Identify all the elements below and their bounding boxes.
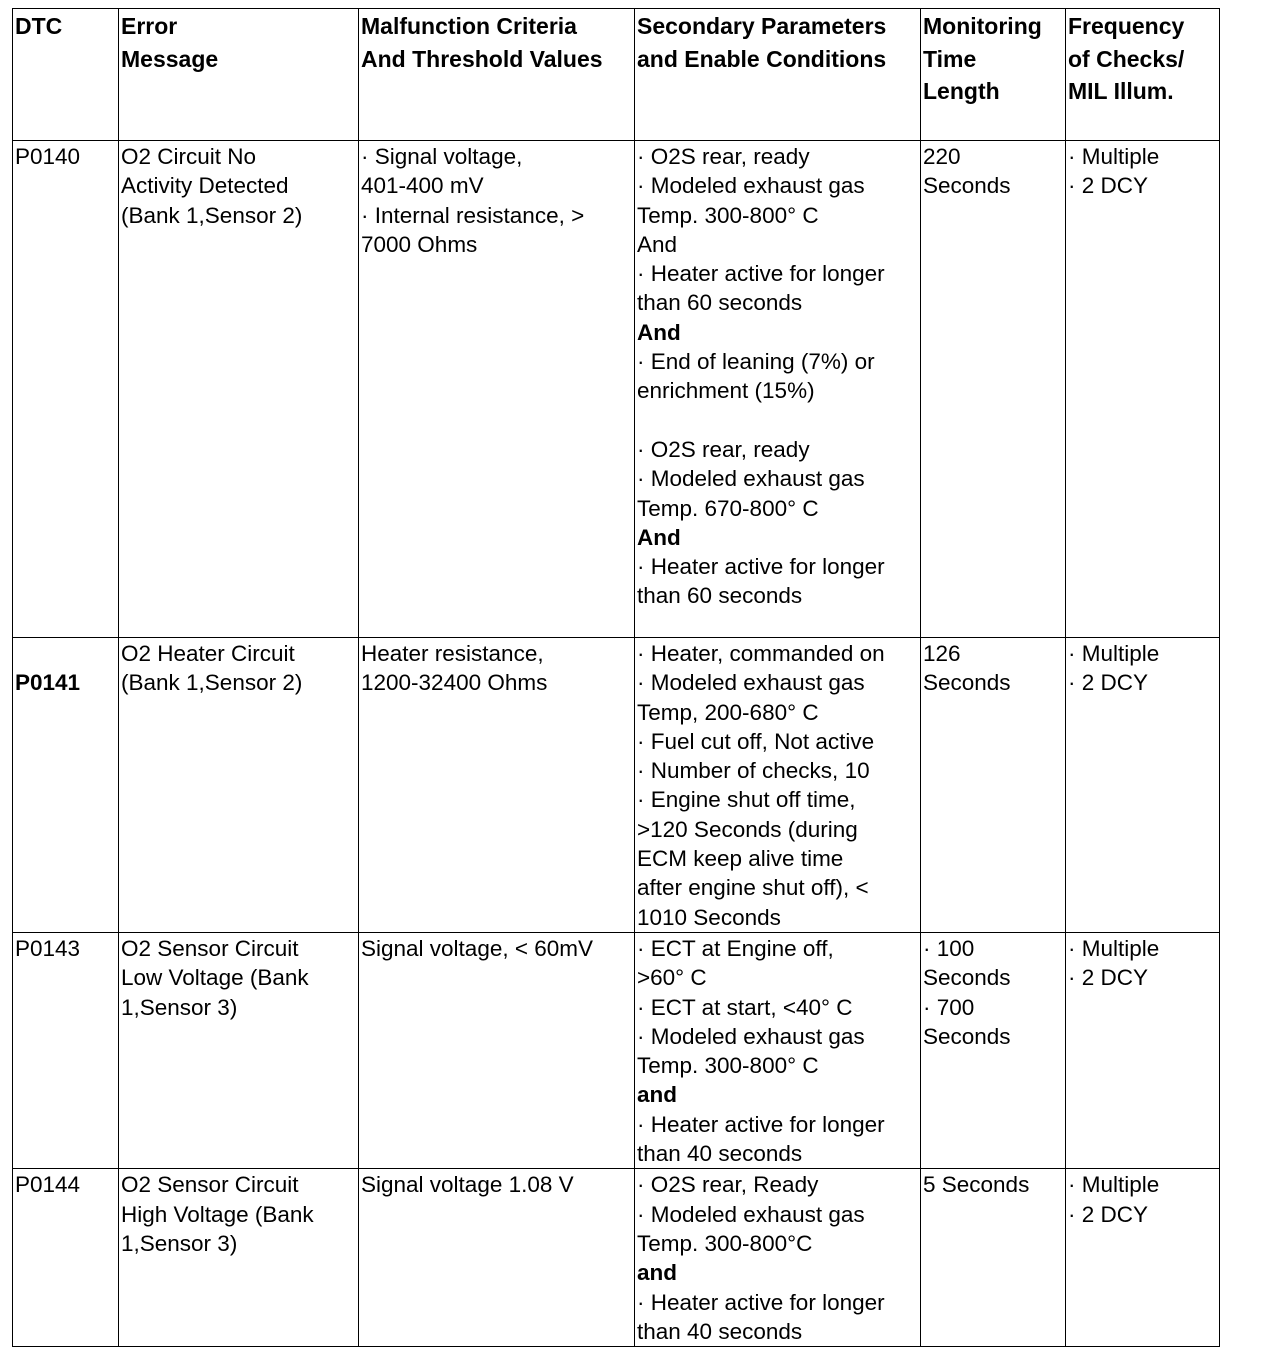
error-message-cell: [119, 1169, 359, 1347]
cell-line: Error: [121, 13, 178, 39]
cell-line: Length: [923, 78, 1000, 104]
table-row: [13, 932, 1220, 1168]
cell-line: · Modeled exhaust gas: [637, 466, 865, 492]
cell-line: · 2 DCY: [1068, 1201, 1149, 1227]
cell-line: Signal voltage, < 60mV: [361, 935, 594, 961]
cell-line: · O2S rear, ready: [637, 436, 810, 462]
cell-line: · 100: [923, 935, 975, 961]
error-message-cell: [119, 638, 359, 933]
monitoring-time-cell: [921, 932, 1066, 1168]
criteria-cell: [359, 141, 635, 638]
cell-line: enrichment (15%): [637, 378, 815, 404]
secondary-parameters-cell: [635, 638, 921, 933]
cell-line: Temp. 300-800°C: [637, 1230, 813, 1256]
cell-line: 1,Sensor 3): [121, 1230, 238, 1256]
cell-line: Temp. 670-800° C: [637, 495, 819, 521]
cell-line: Secondary Parameters: [637, 13, 887, 39]
dtc-cell: [13, 932, 119, 1168]
cell-line: And: [637, 524, 681, 550]
cell-line: than 60 seconds: [637, 583, 803, 609]
header-monitoring-time: [921, 9, 1066, 141]
frequency-cell: [1066, 638, 1220, 933]
cell-line: · Heater active for longer: [637, 261, 885, 287]
cell-line: · Modeled exhaust gas: [637, 1023, 865, 1049]
cell-line: Activity Detected: [121, 173, 289, 199]
cell-line: Time: [923, 45, 977, 72]
dtc-table: [12, 8, 1220, 1347]
cell-line: than 60 seconds: [637, 290, 803, 316]
cell-line: O2 Sensor Circuit: [121, 935, 299, 961]
cell-line: · Fuel cut off, Not active: [637, 728, 875, 754]
header-error-message: [119, 9, 359, 141]
cell-line: Monitoring: [923, 13, 1042, 39]
cell-line: Heater resistance,: [361, 641, 544, 666]
cell-line: after engine shut off), <: [637, 875, 869, 901]
cell-line: · O2S rear, ready: [637, 144, 810, 169]
cell-line: (Bank 1,Sensor 2): [121, 202, 303, 228]
monitoring-time-cell: [921, 1169, 1066, 1347]
cell-line: · Heater active for longer: [637, 1289, 885, 1315]
cell-line: · 2 DCY: [1068, 670, 1149, 696]
header-frequency: [1066, 9, 1220, 141]
cell-line: P0140: [15, 144, 81, 169]
cell-line: O2 Sensor Circuit: [121, 1172, 299, 1198]
cell-line: and: [637, 1260, 678, 1286]
cell-line: Message: [121, 45, 219, 72]
cell-line: 1200-32400 Ohms: [361, 670, 548, 696]
criteria-cell: [359, 932, 635, 1168]
cell-line: >120 Seconds (during: [637, 816, 858, 842]
cell-line: P0144: [15, 1172, 81, 1198]
frequency-cell: [1066, 1169, 1220, 1347]
dtc-cell: [13, 638, 119, 933]
cell-line: than 40 seconds: [637, 1141, 803, 1167]
cell-line: 1010 Seconds: [637, 904, 781, 930]
cell-line: Signal voltage 1.08 V: [361, 1172, 574, 1198]
cell-line: And Threshold Values: [361, 45, 603, 72]
criteria-cell: [359, 638, 635, 933]
dtc-cell: [13, 1169, 119, 1347]
cell-line: Seconds: [923, 1023, 1011, 1049]
table-row: [13, 1169, 1220, 1347]
cell-line: P0143: [15, 935, 81, 961]
cell-line: · Multiple: [1068, 1172, 1160, 1198]
frequency-cell: [1066, 932, 1220, 1168]
header-secondary-parameters: [635, 9, 921, 141]
cell-line: (Bank 1,Sensor 2): [121, 670, 303, 696]
cell-line: · 2 DCY: [1068, 173, 1149, 199]
cell-line: 7000 Ohms: [361, 231, 478, 257]
cell-line: Temp, 200-680° C: [637, 699, 819, 725]
frequency-cell: [1066, 141, 1220, 638]
cell-line: Malfunction Criteria: [361, 13, 577, 39]
cell-line: · Multiple: [1068, 935, 1160, 961]
cell-line: O2 Heater Circuit: [121, 641, 295, 666]
cell-line: And: [637, 319, 681, 345]
cell-line: · 700: [923, 994, 975, 1020]
cell-line: Low Voltage (Bank: [121, 965, 309, 991]
table-row: [13, 141, 1220, 638]
cell-line: and Enable Conditions: [637, 45, 887, 72]
dtc-cell: [13, 141, 119, 638]
cell-line: High Voltage (Bank: [121, 1201, 314, 1227]
cell-line: · Modeled exhaust gas: [637, 670, 865, 696]
criteria-cell: [359, 1169, 635, 1347]
cell-line: · Heater, commanded on: [637, 641, 885, 666]
cell-line: [15, 639, 116, 668]
cell-line: and: [637, 1082, 678, 1108]
cell-line: · Number of checks, 10: [637, 758, 870, 784]
cell-line: 401-400 mV: [361, 173, 484, 199]
cell-line: · Heater active for longer: [637, 554, 885, 580]
cell-line: · Modeled exhaust gas: [637, 1201, 865, 1227]
cell-line: MIL Illum.: [1068, 78, 1174, 104]
header-dtc: [13, 9, 119, 141]
cell-line: DTC: [15, 13, 63, 39]
secondary-parameters-cell: [635, 141, 921, 638]
cell-line: [637, 406, 918, 435]
cell-line: 220: [923, 144, 961, 169]
monitoring-time-cell: [921, 638, 1066, 933]
cell-line: Seconds: [923, 173, 1011, 199]
cell-line: 126: [923, 641, 961, 666]
cell-line: · Multiple: [1068, 144, 1160, 169]
cell-line: of Checks/: [1068, 45, 1185, 72]
cell-line: · Modeled exhaust gas: [637, 173, 865, 199]
cell-line: than 40 seconds: [637, 1318, 803, 1344]
cell-line: · Engine shut off time,: [637, 787, 856, 813]
header-row: [13, 9, 1220, 141]
error-message-cell: [119, 932, 359, 1168]
cell-line: P0141: [15, 670, 81, 696]
cell-line: Seconds: [923, 670, 1011, 696]
cell-line: · Multiple: [1068, 641, 1160, 666]
cell-line: And: [637, 231, 678, 257]
secondary-parameters-cell: [635, 1169, 921, 1347]
cell-line: Seconds: [923, 965, 1011, 991]
cell-line: · Internal resistance, >: [361, 202, 585, 228]
secondary-parameters-cell: [635, 932, 921, 1168]
cell-line: O2 Circuit No: [121, 144, 257, 169]
error-message-cell: [119, 141, 359, 638]
cell-line: Temp. 300-800° C: [637, 1053, 819, 1079]
cell-line: · Heater active for longer: [637, 1111, 885, 1137]
monitoring-time-cell: [921, 141, 1066, 638]
cell-line: · 2 DCY: [1068, 965, 1149, 991]
cell-line: · O2S rear, Ready: [637, 1172, 819, 1198]
cell-line: · ECT at Engine off,: [637, 935, 834, 961]
cell-line: · Signal voltage,: [361, 144, 523, 169]
cell-line: >60° C: [637, 965, 707, 991]
cell-line: 5 Seconds: [923, 1172, 1030, 1198]
header-malfunction-criteria: [359, 9, 635, 141]
cell-line: Temp. 300-800° C: [637, 202, 819, 228]
table-row: [13, 638, 1220, 933]
cell-line: Frequency: [1068, 13, 1185, 39]
cell-line: · End of leaning (7%) or: [637, 349, 875, 375]
cell-line: 1,Sensor 3): [121, 994, 238, 1020]
cell-line: ECM keep alive time: [637, 846, 844, 872]
cell-line: · ECT at start, <40° C: [637, 994, 853, 1020]
